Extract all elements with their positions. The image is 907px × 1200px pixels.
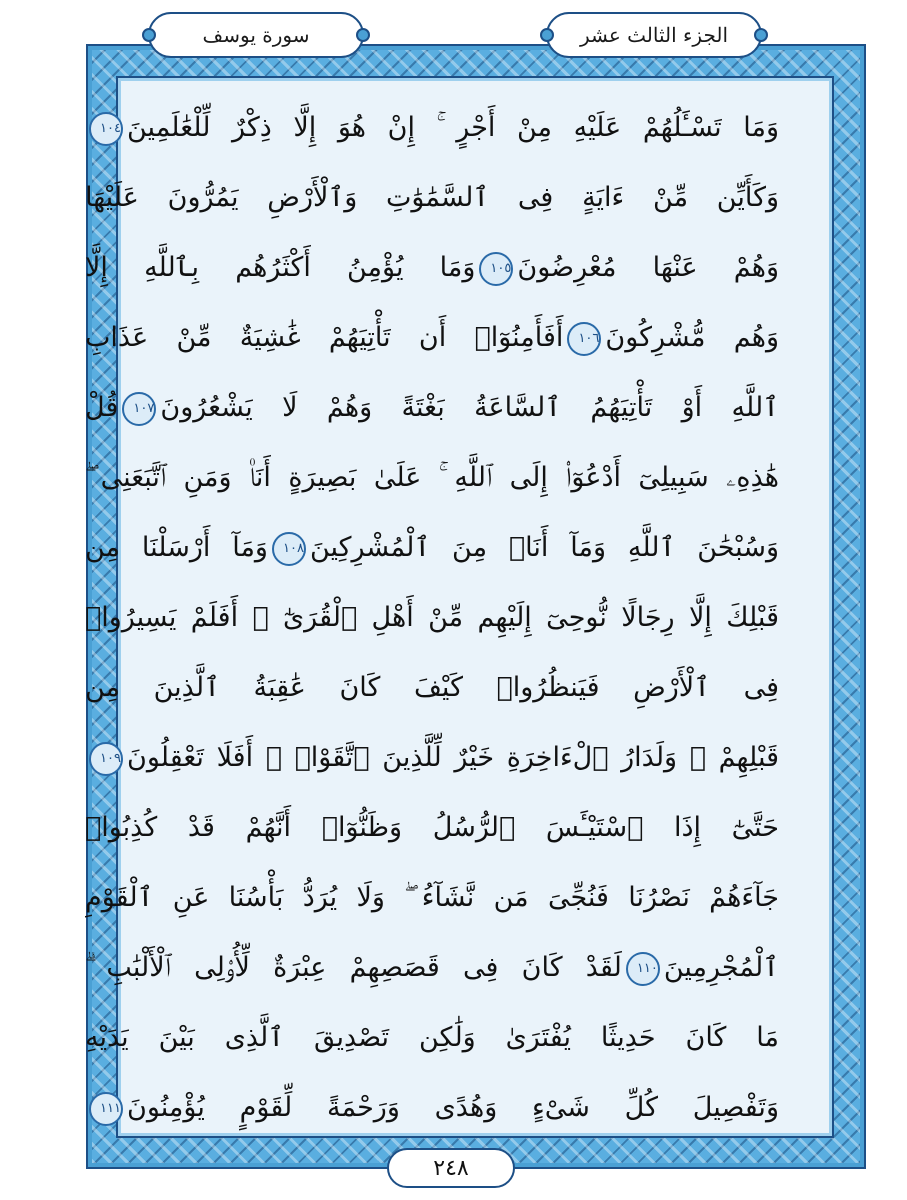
- ayah-number-marker: ١٠٤: [89, 112, 123, 146]
- verse-text: وَكَأَيِّن مِّنْ ءَايَةٍ فِى ٱلسَّمَٰوَٰتِ وَٱلْأَرْضِ يَمُرُّونَ عَلَيْهَا: [85, 182, 779, 213]
- verse-line: [85, 658, 779, 718]
- ayah-number-marker: ١٠٦: [567, 322, 601, 356]
- verse-line: [85, 798, 779, 858]
- juz-name-header: الجزء الثالث عشر: [546, 12, 762, 58]
- verse-line: [85, 448, 779, 508]
- verse-text: هَٰذِهِۦ سَبِيلِىٓ أَدْعُوٓا۟ إِلَى ٱللَّهِ ۚ عَلَىٰ بَصِيرَةٍ أَنَا۠ وَمَنِ ٱتَّبَعَنِى ۖ: [85, 462, 779, 493]
- verse-text: وَمَآ أَرْسَلْنَا مِن: [85, 532, 268, 563]
- verse-line: [85, 938, 779, 998]
- verse-text: وَمَا تَسْـَٔلُهُمْ عَلَيْهِ مِنْ أَجْرٍ ۚ إِنْ هُوَ إِلَّا ذِكْرٌ لِّلْعَٰلَمِينَ: [127, 112, 779, 143]
- verse-text: فِى ٱلْأَرْضِ فَيَنظُرُوا۟ كَيْفَ كَانَ عَٰقِبَةُ ٱلَّذِينَ مِن: [85, 672, 779, 703]
- ayah-number-marker: ١٠٧: [122, 392, 156, 426]
- ayah-number-marker: ١١١: [89, 1092, 123, 1126]
- verse-line: [85, 1008, 779, 1068]
- verse-text: حَتَّىٰٓ إِذَا ٱسْتَيْـَٔسَ ٱلرُّسُلُ وَظَنُّوٓا۟ أَنَّهُمْ قَدْ كُذِبُوا۟: [85, 812, 779, 843]
- verse-text: وَهُمْ عَنْهَا مُعْرِضُونَ: [517, 252, 779, 283]
- verse-text: قَبْلِهِمْ ۗ وَلَدَارُ ٱلْءَاخِرَةِ خَيْرٌ لِّلَّذِينَ ٱتَّقَوْا۟ ۚ أَفَلَا تَعْقِلُونَ: [127, 742, 779, 773]
- verse-line: [85, 378, 779, 438]
- verse-text: لَقَدْ كَانَ فِى قَصَصِهِمْ عِبْرَةٌ لِّأُو۟لِى ٱلْأَلْبَٰبِ ۗ: [85, 952, 622, 983]
- verse-line: [85, 728, 779, 788]
- ayah-number-marker: ١١٠: [626, 952, 660, 986]
- verse-text: ٱلْمُجْرِمِينَ: [663, 952, 779, 983]
- verse-line: [85, 588, 779, 648]
- verse-text: قُلْ: [85, 392, 119, 423]
- verse-text: وَتَفْصِيلَ كُلِّ شَىْءٍ وَهُدًى وَرَحْمَةً لِّقَوْمٍ يُؤْمِنُونَ: [127, 1092, 779, 1123]
- verse-line: [85, 308, 779, 368]
- verse-text: قَبْلِكَ إِلَّا رِجَالًا نُّوحِىٓ إِلَيْهِم مِّنْ أَهْلِ ٱلْقُرَىٰٓ ۗ أَفَلَمْ يَسِيرُوا۟: [85, 602, 779, 633]
- verse-line: [85, 98, 779, 158]
- verse-line: [85, 868, 779, 928]
- verse-text: مَا كَانَ حَدِيثًا يُفْتَرَىٰ وَلَٰكِن تَصْدِيقَ ٱلَّذِى بَيْنَ يَدَيْهِ: [85, 1022, 779, 1053]
- verse-text: أَفَأَمِنُوٓا۟ أَن تَأْتِيَهُمْ غَٰشِيَةٌ مِّنْ عَذَابِ: [85, 322, 564, 353]
- verse-text: جَآءَهُمْ نَصْرُنَا فَنُجِّىَ مَن نَّشَآءُ ۖ وَلَا يُرَدُّ بَأْسُنَا عَنِ ٱلْقَوْمِ: [85, 882, 779, 913]
- verse-text: وَهُم مُّشْرِكُونَ: [605, 322, 779, 353]
- ayah-number-marker: ١٠٩: [89, 742, 123, 776]
- verse-text: وَمَا يُؤْمِنُ أَكْثَرُهُم بِٱللَّهِ إِلَّا: [85, 252, 476, 283]
- verse-line: [85, 238, 779, 298]
- verse-text: ٱللَّهِ أَوْ تَأْتِيَهُمُ ٱلسَّاعَةُ بَغْتَةً وَهُمْ لَا يَشْعُرُونَ: [160, 392, 779, 423]
- verse-line: [85, 518, 779, 578]
- ayah-number-marker: ١٠٥: [479, 252, 513, 286]
- verse-text: وَسُبْحَٰنَ ٱللَّهِ وَمَآ أَنَا۠ مِنَ ٱلْمُشْرِكِينَ: [309, 532, 779, 563]
- verse-line: [85, 168, 779, 228]
- page-number: ٢٤٨: [387, 1148, 515, 1188]
- verse-line: [85, 1078, 779, 1138]
- surah-name-header: سورة يوسف: [148, 12, 364, 58]
- ayah-number-marker: ١٠٨: [272, 532, 306, 566]
